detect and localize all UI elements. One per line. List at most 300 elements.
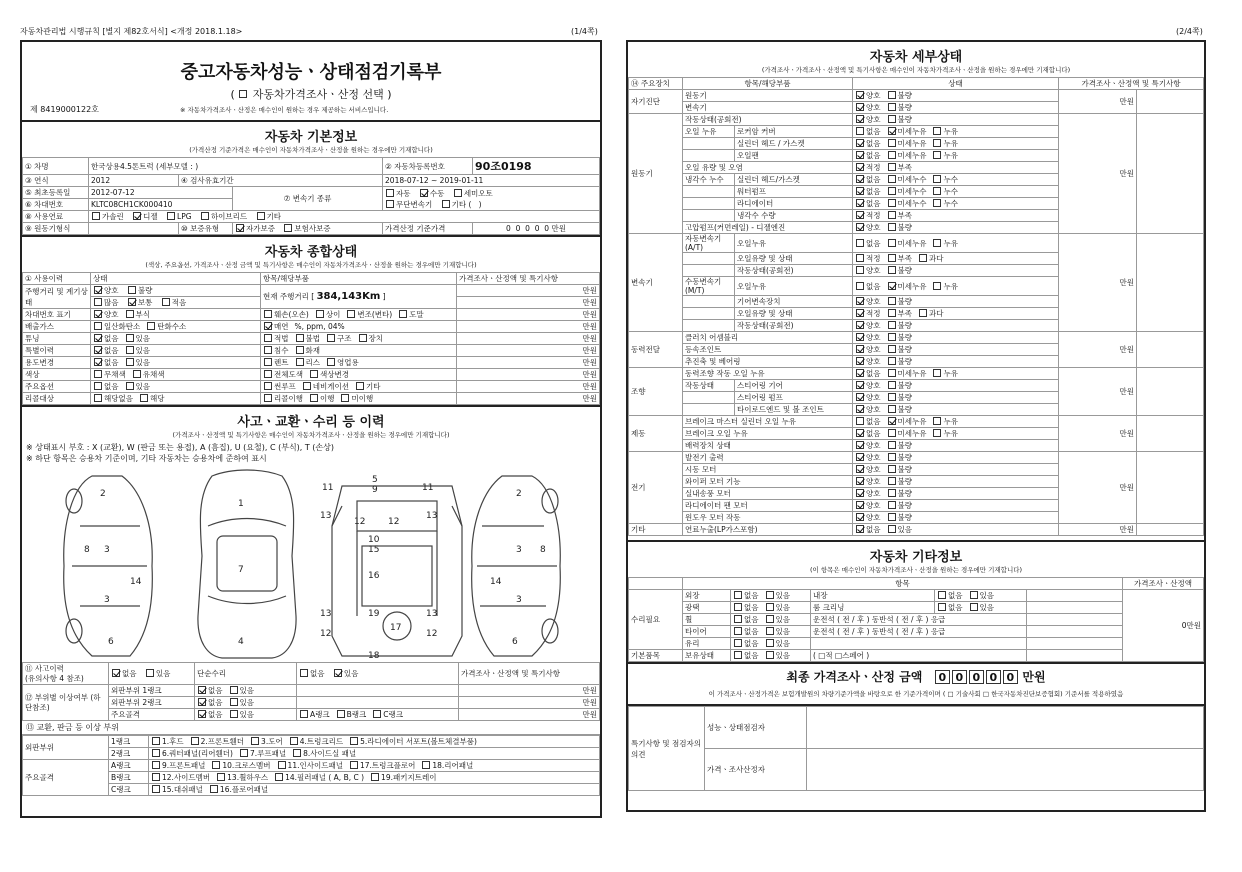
overall-item-checkbox[interactable]: [341, 394, 349, 402]
part-checkbox[interactable]: [152, 785, 160, 793]
basic-checkbox[interactable]: [766, 651, 774, 659]
overall-item-checkbox[interactable]: [264, 334, 272, 342]
repair-none-checkbox[interactable]: [300, 669, 308, 677]
detail-status-checkbox[interactable]: [933, 369, 941, 377]
detail-status-checkbox[interactable]: [856, 175, 864, 183]
item-label: 배력장치 상태: [683, 440, 853, 452]
detail-status-checkbox[interactable]: [856, 513, 864, 521]
transmission-label: ⑦ 변속기 종류: [233, 187, 383, 211]
detail-status-checkbox[interactable]: [888, 333, 896, 341]
appraisal-checkbox[interactable]: [239, 90, 247, 98]
price-unit: 만원: [1059, 114, 1137, 234]
fuel-diesel-checkbox[interactable]: [133, 212, 141, 220]
detail-status-checkbox[interactable]: [888, 115, 896, 123]
engine-type-label: ⑨ 원동기형식: [23, 223, 89, 235]
detail-status-checkbox[interactable]: [888, 345, 896, 353]
overall-item-checkbox[interactable]: [399, 310, 407, 318]
reg-no-value: 90조0198: [473, 158, 600, 175]
detail-status-checkbox[interactable]: [888, 266, 896, 274]
remark-cell[interactable]: [1137, 416, 1204, 452]
detail-status: [853, 222, 1059, 234]
detail-status-checkbox[interactable]: [856, 369, 864, 377]
part-checkbox[interactable]: [275, 773, 283, 781]
part-checkbox[interactable]: [371, 773, 379, 781]
part-label: 12.사이드멤버: [162, 773, 211, 782]
detail-status-checkbox[interactable]: [856, 525, 864, 533]
overall-status: [91, 309, 261, 321]
overall-item-checkbox[interactable]: [264, 346, 272, 354]
tier-checkbox[interactable]: [198, 698, 206, 706]
detail-status-checkbox[interactable]: [856, 199, 864, 207]
detail-status-checkbox[interactable]: [888, 254, 896, 262]
detail-status-checkbox[interactable]: [888, 513, 896, 521]
detail-status-checkbox[interactable]: [933, 417, 941, 425]
detail-status-checkbox[interactable]: [888, 239, 896, 247]
part-checkbox[interactable]: [217, 773, 225, 781]
accident-section: [22, 405, 600, 796]
detail-status-checkbox[interactable]: [856, 441, 864, 449]
parts-row: [23, 772, 600, 784]
overall-items: [261, 381, 457, 393]
overall-status-title: 자동차 종합상태: [264, 245, 358, 260]
overall-item-checkbox[interactable]: [356, 382, 364, 390]
part-label: 작동상태(공회전): [735, 265, 853, 277]
overall-status-checkbox[interactable]: [94, 382, 102, 390]
rank-label: 2랭크: [109, 748, 149, 760]
overall-item-checkbox[interactable]: [264, 382, 272, 390]
detail-status-option-label: 양호: [866, 405, 881, 414]
remark-cell[interactable]: [1137, 524, 1204, 536]
fuel-other-checkbox[interactable]: [257, 212, 265, 220]
detail-status-checkbox[interactable]: [888, 477, 896, 485]
parts-row: [23, 736, 600, 748]
overall-item-checkbox[interactable]: [303, 382, 311, 390]
overall-item-label: 영업용: [337, 358, 359, 367]
overall-item-checkbox[interactable]: [264, 370, 272, 378]
detail-status-checkbox[interactable]: [856, 211, 864, 219]
sub-item-label: 자동변속기 (A/T): [683, 234, 735, 253]
part-checkbox[interactable]: [152, 737, 160, 745]
detail-status-checkbox[interactable]: [933, 187, 941, 195]
overall-item-checkbox[interactable]: [359, 334, 367, 342]
tier-checkbox[interactable]: [230, 698, 238, 706]
other-checkbox[interactable]: [734, 639, 742, 647]
tier-checkbox[interactable]: [198, 686, 206, 694]
overall-status-checkbox[interactable]: [147, 322, 155, 330]
overall-item-checkbox[interactable]: [264, 322, 272, 330]
accident-yes-checkbox[interactable]: [146, 669, 154, 677]
detail-status-option-label: 누유: [943, 151, 958, 160]
detail-status-checkbox[interactable]: [888, 187, 896, 195]
part-checkbox[interactable]: [152, 761, 160, 769]
tier-options: [195, 697, 297, 709]
overall-status-checkbox[interactable]: [140, 394, 148, 402]
detail-status-checkbox[interactable]: [888, 465, 896, 473]
final-price-unit: 만원: [1022, 670, 1046, 684]
other-item-label: 유리: [683, 638, 731, 650]
detail-status-option-label: 미세누유: [897, 369, 927, 378]
other-checkbox[interactable]: [734, 627, 742, 635]
other-checkbox[interactable]: [766, 603, 774, 611]
tier-checkbox[interactable]: [230, 686, 238, 694]
detail-status-checkbox[interactable]: [888, 417, 896, 425]
detail-status-checkbox[interactable]: [856, 393, 864, 401]
trans-auto-checkbox[interactable]: [386, 189, 394, 197]
sub-item-label: [683, 210, 735, 222]
diagram-label-2: 2: [100, 489, 106, 499]
detail-status-checkbox[interactable]: [856, 115, 864, 123]
item-label: 원동기: [683, 90, 853, 102]
detail-status-option-label: 양호: [866, 297, 881, 306]
detail-status-checkbox[interactable]: [856, 381, 864, 389]
status-header: 상태: [91, 273, 261, 285]
detail-status-checkbox[interactable]: [888, 429, 896, 437]
detail-status-checkbox[interactable]: [888, 393, 896, 401]
detail-status-option-label: 불량: [897, 115, 912, 124]
detail-status-option-label: 누수: [943, 187, 958, 196]
detail-status-checkbox[interactable]: [888, 381, 896, 389]
basic-checkbox[interactable]: [734, 651, 742, 659]
detail-status-option-label: 누수: [943, 175, 958, 184]
detail-status-checkbox[interactable]: [856, 139, 864, 147]
part-label: 11.인사이드패널: [287, 761, 343, 770]
other-item-options: [731, 638, 811, 650]
other-checkbox[interactable]: [734, 615, 742, 623]
overall-items: [261, 321, 457, 333]
accident-title: 사고ㆍ교환ㆍ수리 등 이력: [237, 415, 385, 430]
remark-cell[interactable]: [1137, 368, 1204, 416]
detail-status: [853, 380, 1059, 392]
other-item-options: [731, 614, 811, 626]
other-checkbox[interactable]: [766, 627, 774, 635]
remark-cell[interactable]: [1137, 234, 1204, 332]
item-label: 라디에이터 팬 모터: [683, 500, 853, 512]
device-group-label: 조향: [629, 368, 683, 416]
detail-status-checkbox[interactable]: [888, 309, 896, 317]
accident-none-checkbox[interactable]: [112, 669, 120, 677]
part-checkbox[interactable]: [350, 737, 358, 745]
part-checkbox[interactable]: [210, 785, 218, 793]
part-label: 2.프론트휀더: [200, 737, 245, 746]
other-checkbox[interactable]: [734, 603, 742, 611]
detail-status-checkbox[interactable]: [856, 266, 864, 274]
detail-status-checkbox[interactable]: [856, 163, 864, 171]
detail-status-checkbox[interactable]: [888, 441, 896, 449]
detail-status-checkbox[interactable]: [888, 211, 896, 219]
detail-status-checkbox[interactable]: [888, 369, 896, 377]
detail-status-checkbox[interactable]: [888, 199, 896, 207]
part-checkbox[interactable]: [422, 761, 430, 769]
overall-item-checkbox[interactable]: [264, 358, 272, 366]
detail-status-checkbox[interactable]: [933, 175, 941, 183]
other-checkbox[interactable]: [766, 591, 774, 599]
overall-status-checkbox[interactable]: [94, 358, 102, 366]
overall-status-checkbox[interactable]: [126, 382, 134, 390]
detail-status-option-label: 양호: [866, 393, 881, 402]
detail-status-checkbox[interactable]: [933, 199, 941, 207]
other-checkbox[interactable]: [938, 603, 946, 611]
base-price-value: 0 0 0 0 0 만원: [473, 223, 600, 235]
overall-status-checkbox[interactable]: [94, 394, 102, 402]
detail-status-checkbox[interactable]: [888, 357, 896, 365]
detail-status-checkbox[interactable]: [888, 489, 896, 497]
detail-status-checkbox[interactable]: [888, 405, 896, 413]
remark-cell[interactable]: [1137, 114, 1204, 234]
overall-item-label: 리콜이행: [274, 394, 303, 403]
detail-status-checkbox[interactable]: [919, 254, 927, 262]
part-checkbox[interactable]: [290, 737, 298, 745]
overall-status-checkbox[interactable]: [94, 370, 102, 378]
fuel-gasoline-checkbox[interactable]: [92, 212, 100, 220]
detail-status-checkbox[interactable]: [933, 282, 941, 290]
detail-status-checkbox[interactable]: [856, 187, 864, 195]
detail-status-option-label: 부족: [897, 254, 912, 263]
detail-status-checkbox[interactable]: [856, 477, 864, 485]
detail-status-checkbox[interactable]: [856, 429, 864, 437]
detail-status-option-label: 양호: [866, 115, 881, 124]
remark-cell[interactable]: [1137, 90, 1204, 114]
detail-status-checkbox[interactable]: [856, 309, 864, 317]
detail-status-checkbox[interactable]: [856, 151, 864, 159]
overall-status-option-label: 무채색: [104, 370, 126, 379]
part-label: 스티어링 기어: [735, 380, 853, 392]
overall-row: [23, 357, 600, 369]
detail-status-option-label: 불량: [897, 91, 912, 100]
detail-status-checkbox[interactable]: [856, 345, 864, 353]
detail-status-checkbox[interactable]: [856, 223, 864, 231]
overall-status-checkbox[interactable]: [126, 334, 134, 342]
item-label: 브레이크 오일 누유: [683, 428, 853, 440]
detail-status-option-label: 없음: [866, 187, 881, 196]
detail-row: [629, 90, 1204, 102]
mileage-high-checkbox[interactable]: [94, 298, 102, 306]
part-checkbox[interactable]: [293, 749, 301, 757]
mileage-low-checkbox[interactable]: [162, 298, 170, 306]
overall-status-checkbox[interactable]: [94, 334, 102, 342]
detail-status-checkbox[interactable]: [888, 127, 896, 135]
overall-status-checkbox[interactable]: [126, 310, 134, 318]
detail-status-option-label: 불량: [897, 357, 912, 366]
detail-status-checkbox[interactable]: [856, 453, 864, 461]
part-checkbox[interactable]: [212, 761, 220, 769]
detail-status-checkbox[interactable]: [856, 465, 864, 473]
diagram-label-19: 19: [368, 609, 380, 619]
other-checkbox[interactable]: [766, 639, 774, 647]
detail-status-checkbox[interactable]: [888, 223, 896, 231]
diagram-label-6: 6: [512, 637, 518, 647]
warranty-self-checkbox[interactable]: [236, 224, 244, 232]
overall-item-checkbox[interactable]: [347, 310, 355, 318]
part-checkbox[interactable]: [191, 737, 199, 745]
other-checkbox[interactable]: [734, 591, 742, 599]
detail-status-checkbox[interactable]: [888, 151, 896, 159]
overall-status-checkbox[interactable]: [133, 370, 141, 378]
sub-item-label: [683, 392, 735, 404]
detail-status-checkbox[interactable]: [888, 139, 896, 147]
remark-cell[interactable]: [1137, 332, 1204, 368]
overall-item-checkbox[interactable]: [310, 370, 318, 378]
detail-status-checkbox[interactable]: [933, 127, 941, 135]
detail-status-checkbox[interactable]: [856, 405, 864, 413]
warranty-insurer-checkbox[interactable]: [284, 224, 292, 232]
detail-status-option-label: 불량: [897, 333, 912, 342]
detail-status-checkbox[interactable]: [888, 525, 896, 533]
part-checkbox[interactable]: [278, 761, 286, 769]
sub-item-label: [683, 253, 735, 265]
detail-status-checkbox[interactable]: [933, 239, 941, 247]
detail-status-checkbox[interactable]: [888, 91, 896, 99]
trans-manual-checkbox[interactable]: [420, 189, 428, 197]
tier-checkbox[interactable]: [230, 710, 238, 718]
overall-item-checkbox[interactable]: [296, 358, 304, 366]
detail-status-checkbox[interactable]: [933, 139, 941, 147]
detail-status-checkbox[interactable]: [856, 333, 864, 341]
overall-status-option-label: 부식: [135, 310, 150, 319]
detail-status-checkbox[interactable]: [888, 321, 896, 329]
part-label: 냉각수 수량: [735, 210, 853, 222]
diagram-label-2: 2: [516, 489, 522, 499]
part-checkbox[interactable]: [152, 773, 160, 781]
part-checkbox[interactable]: [240, 749, 248, 757]
overall-status-checkbox[interactable]: [126, 346, 134, 354]
other-item-label: 광택: [683, 602, 731, 614]
item-label: 변속기: [683, 102, 853, 114]
part-checkbox[interactable]: [152, 749, 160, 757]
detail-status-checkbox[interactable]: [888, 501, 896, 509]
other-checkbox[interactable]: [766, 615, 774, 623]
item-label: 브레이크 마스터 실린더 오일 누유: [683, 416, 853, 428]
other-checkbox[interactable]: [970, 591, 978, 599]
detail-status: [853, 138, 1059, 150]
detail-status-checkbox[interactable]: [856, 103, 864, 111]
diagram-label-3: 3: [516, 595, 522, 605]
sub-item-label: [683, 150, 735, 162]
detail-status-option-label: 적정: [866, 309, 881, 318]
accident-price-header: 가격조사ㆍ산정액 및 특기사항: [459, 663, 600, 685]
overall-item-checkbox[interactable]: [264, 310, 272, 318]
overall-item-checkbox[interactable]: [296, 346, 304, 354]
gauge-good-checkbox[interactable]: [94, 286, 102, 294]
tier-name: 외판부위 2랭크: [109, 697, 195, 709]
detail-status-checkbox[interactable]: [888, 297, 896, 305]
overall-status-option-label: 없음: [104, 382, 119, 391]
trans-cvt-checkbox[interactable]: [386, 200, 394, 208]
tier-checkbox[interactable]: [198, 710, 206, 718]
overall-status-checkbox[interactable]: [126, 358, 134, 366]
item-label: 오일 유량 및 오염: [683, 162, 853, 174]
detail-status-checkbox[interactable]: [856, 127, 864, 135]
rank-label: 1랭크: [109, 736, 149, 748]
detail-status-checkbox[interactable]: [856, 501, 864, 509]
overall-item-checkbox[interactable]: [310, 394, 318, 402]
other-checkbox[interactable]: [970, 603, 978, 611]
detail-status-checkbox[interactable]: [933, 151, 941, 159]
other-option-label: 있음: [775, 627, 790, 636]
overall-status-checkbox[interactable]: [94, 322, 102, 330]
final-digit: 0: [935, 670, 950, 684]
part-label: 6.쿼터패널(리어휀더): [162, 749, 233, 758]
other-item-label: 타이어: [683, 626, 731, 638]
detail-status-checkbox[interactable]: [856, 282, 864, 290]
tier-option-label: 있음: [239, 698, 254, 707]
detail-status-checkbox[interactable]: [888, 103, 896, 111]
detail-status-checkbox[interactable]: [856, 489, 864, 497]
overall-item-label: 리스: [305, 358, 320, 367]
frame-rank-label: B랭크: [346, 710, 367, 719]
part-items: [149, 736, 600, 748]
other-checkbox[interactable]: [938, 591, 946, 599]
overall-item-checkbox[interactable]: [264, 394, 272, 402]
overall-item-checkbox[interactable]: [296, 334, 304, 342]
detail-status-checkbox[interactable]: [856, 321, 864, 329]
detail-status: [853, 476, 1059, 488]
overall-status-option-label: 없음: [104, 334, 119, 343]
detail-status-checkbox[interactable]: [856, 357, 864, 365]
appraiser-opinion[interactable]: [807, 749, 1204, 791]
detail-status-checkbox[interactable]: [933, 429, 941, 437]
remark-cell[interactable]: [1137, 452, 1204, 524]
trans-other-checkbox[interactable]: [442, 200, 450, 208]
detail-status-checkbox[interactable]: [856, 254, 864, 262]
other-option-label: 있음: [775, 615, 790, 624]
overall-item-label: 기타: [365, 382, 381, 391]
detail-status-checkbox[interactable]: [856, 91, 864, 99]
part-checkbox[interactable]: [350, 761, 358, 769]
spare-text: ( □적 □스페어 ): [811, 650, 1027, 662]
price-unit: 만원: [457, 369, 600, 381]
inspector-opinion[interactable]: [807, 707, 1204, 749]
passenger-car-note: ※ 하단 항목은 승용차 기준이며, 기타 자동차는 승용차에 준하여 표시: [26, 454, 267, 463]
detail-status-checkbox[interactable]: [888, 175, 896, 183]
overall-item-label: 전체도색: [274, 370, 303, 379]
gauge-bad-checkbox[interactable]: [128, 286, 136, 294]
item-label: 클러치 어셈블리: [683, 332, 853, 344]
fuel-hybrid-checkbox[interactable]: [201, 212, 209, 220]
overall-status-option-label: 있음: [135, 382, 150, 391]
overall-row-label: 특별이력: [23, 345, 91, 357]
overall-status-checkbox[interactable]: [94, 310, 102, 318]
detail-status-checkbox[interactable]: [856, 417, 864, 425]
detail-status-checkbox[interactable]: [888, 282, 896, 290]
detail-status-checkbox[interactable]: [888, 163, 896, 171]
detail-status-option-label: 불량: [897, 393, 912, 402]
overall-item-checkbox[interactable]: [316, 310, 324, 318]
price-unit: 만원: [1059, 416, 1137, 452]
frame-rank-checkbox[interactable]: [300, 710, 308, 718]
mileage-normal-checkbox[interactable]: [128, 298, 136, 306]
other-option-label: 있음: [979, 603, 994, 612]
overall-item-checkbox[interactable]: [327, 334, 335, 342]
detail-status-checkbox[interactable]: [888, 453, 896, 461]
overall-status-checkbox[interactable]: [94, 346, 102, 354]
vin-value: KLTC08CH1CK000410: [89, 199, 233, 211]
frame-rank-checkbox[interactable]: [337, 710, 345, 718]
detail-status-option-label: 없음: [866, 199, 881, 208]
trans-semiauto-checkbox[interactable]: [454, 189, 462, 197]
detail-status-checkbox[interactable]: [856, 297, 864, 305]
detail-row: [629, 452, 1204, 464]
part-checkbox[interactable]: [251, 737, 259, 745]
frame-rank-checkbox[interactable]: [373, 710, 381, 718]
mileage-value-cell: 현재 주행거리 [ 384,143Km ]: [261, 285, 457, 309]
detail-status-checkbox[interactable]: [856, 239, 864, 247]
overall-item-checkbox[interactable]: [327, 358, 335, 366]
part-label: 3.도어: [261, 737, 283, 746]
detail-status-checkbox[interactable]: [919, 309, 927, 317]
repair-yes-checkbox[interactable]: [334, 669, 342, 677]
overall-items: [261, 393, 457, 405]
fuel-lpg-checkbox[interactable]: [167, 212, 175, 220]
